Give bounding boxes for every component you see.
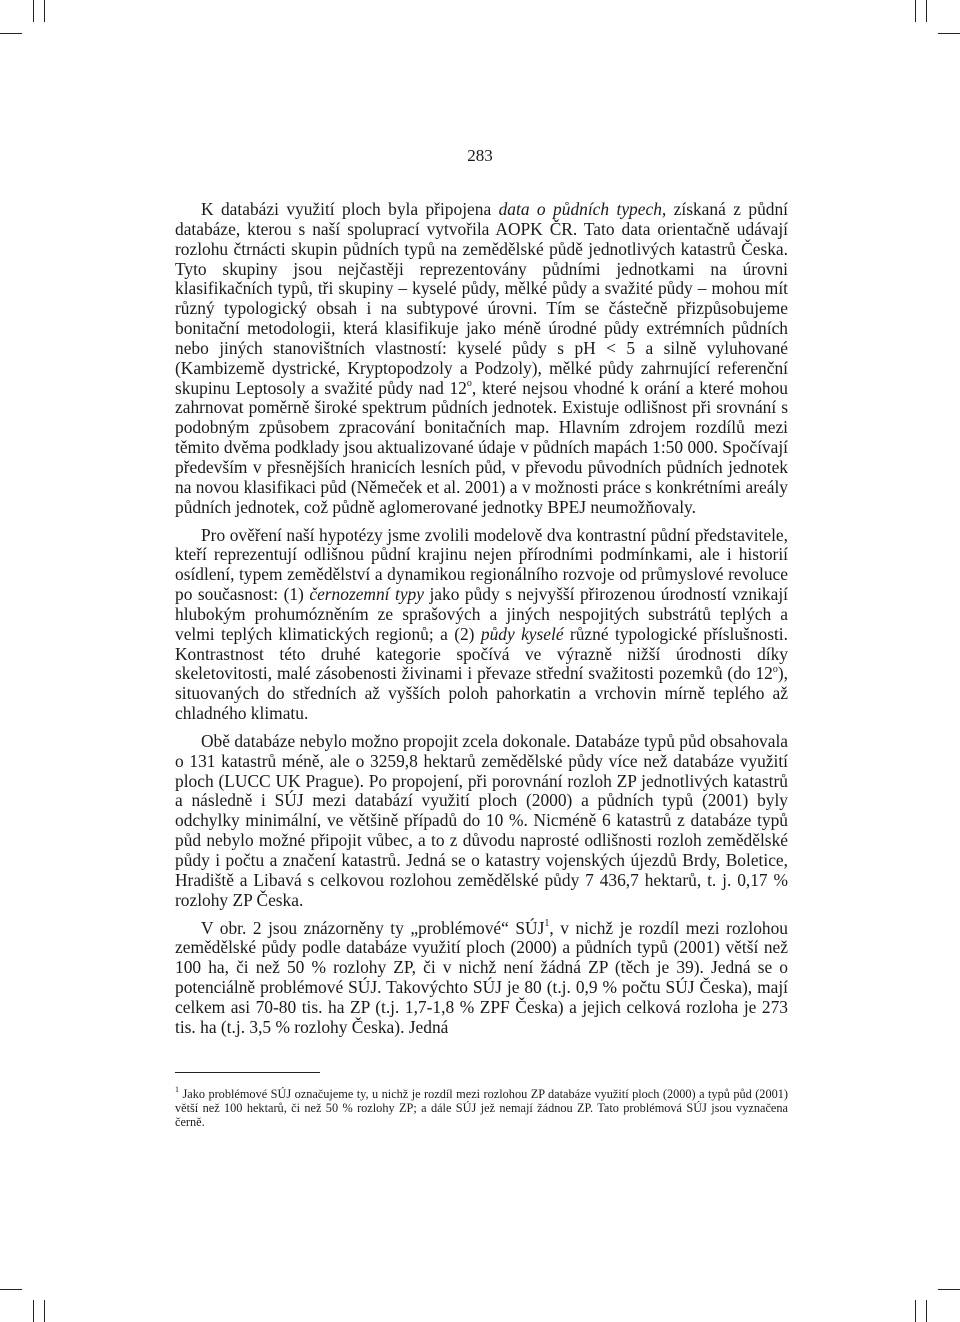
crop-mark-top-left-vertical	[44, 0, 45, 22]
italic-term: data o půdních typech,	[498, 199, 667, 219]
paragraph	[175, 919, 788, 1038]
text-run: Pro ověření naší hypotézy jsme zvolili modelově dva kontrastní půdní představitele, kteří reprezentují odlišnou půdní krajinu nejen přírodními podmínkami, ale i historií osídlení, typem zemědělství a dynamikou regionálního rozvoje od průmyslové revoluce po současnost: (1)	[175, 524, 788, 605]
crop-mark-bottom-right-vertical	[915, 1300, 916, 1322]
text-run: Obě databáze nebylo možno propojit zcela dokonale. Databáze typů půd obsahovala o 131 katastrů méně, ale o 3259,8 hektarů zemědělské půdy více než databáze využití ploch (LUCC UK Prague). Po propojení, při porovnání rozloh ZP jednotlivých katastrů a následně i SÚJ mezi databází využití ploch (2000) a půdních typů (2001) byly odchylky minimální, ve většině případů do 10 %. Nicméně 6 katastrů z databáze typů půd nebylo možné připojit vůbec, a to z důvodu naprosté odlišnosti rozloh zemědělské půdy i počtu a značení katastrů. Jedná se o katastry vojenských újezdů Brdy, Boletice, Hradiště a Libavá s celkovou rozlohou zemědělské půdy 7 436,7 hektarů, t. j. 0,17 % rozlohy ZP Česka.	[175, 730, 788, 910]
text-run: různé typologické příslušnosti. Kontrastnost této druhé kategorie spočívá ve výrazně nižší úrodnosti díky skeletovitosti, malé zásobenosti živinami i převaze střední svažitosti pozemků (do 12	[175, 623, 788, 684]
paragraph	[175, 526, 788, 724]
crop-mark-top-right-vertical	[915, 0, 916, 22]
superscript: o	[466, 377, 472, 389]
crop-mark-bottom-left-vertical-2	[33, 1300, 34, 1322]
crop-mark-bottom-left-horizontal	[0, 1289, 22, 1290]
text-run: V obr. 2 jsou znázorněny ty „problémové“ SÚJ	[201, 917, 545, 938]
text-run: získaná z půdní databáze, kterou s naší spoluprací vytvořila AOPK ČR. Tato data orientačně udávají rozlohu čtrnácti skupin půdních typů na zemědělské půdě jednotlivých katastrů Česka. Tyto skupiny jsou nejčastěji reprezentovány půdními jednotkami na úrovni klasifikačních typů, tři skupiny – kyselé půdy, mělké půdy a svažité půdy – mohou mít různý typologický obsah i na subtypové úrovni. Tím se částečně přizpůsobujeme bonitační metodologii, která klasifikuje jako méně úrodné půdy extrémních půdních nebo jiných stanovištních vlastností: kyselé půdy s pH < 5 a silně vyluhované (Kambizemě dystrické, Kryptopodzoly a Podzoly), mělké půdy zahrnující referenční skupinu Leptosoly a svažité půdy nad 12	[175, 199, 788, 398]
italic-term: černozemní typy	[309, 584, 424, 605]
crop-mark-top-left-vertical-2	[33, 0, 34, 22]
crop-mark-top-right-horizontal	[938, 33, 960, 34]
crop-mark-bottom-right-vertical-2	[926, 1300, 927, 1322]
paragraph	[175, 200, 788, 518]
crop-mark-top-right-vertical-2	[926, 0, 927, 22]
superscript: 1	[544, 917, 550, 929]
text-run: ), situovaných do středních až vyšších poloh pahorkatin a vrchovin mírně teplého až chladného klimatu.	[175, 663, 788, 724]
italic-term: půdy kyselé	[480, 623, 564, 644]
text-run: K databázi využití ploch byla připojena	[201, 199, 499, 219]
text-run: , v nichž je rozdíl mezi rozlohou zemědělské půdy podle databáze využití ploch (2000) a půdních typů (2001) větší než 100 ha, či než 50 % rozlohy ZP, či v nichž není žádná ZP (těch je 39). Jedná se o potenciálně problémové SÚJ. Takovýchto SÚJ je 80 (t.j. 0,9 % počtu SÚJ Česka), mají celkem asi 70-80 tis. ha ZP (t.j. 1,7-1,8 % ZPF Česka) a jejich celková rozloha je 273 tis. ha (t.j. 3,5 % rozlohy Česka). Jedná	[175, 917, 788, 1037]
footnote-divider	[175, 1072, 320, 1073]
footnote-text: Jako problémové SÚJ označujeme ty, u nichž je rozdíl mezi rozlohou ZP databáze využití ploch (2000) a typů půd (2001) větší než 100 hektarů, či než 50 % rozlohy ZP; a dále SÚJ jež nemají žádnou ZP. Tato problémová SÚJ jsou vyznačena černě.	[175, 1087, 788, 1130]
paragraph	[175, 732, 788, 911]
page-number: 283	[467, 146, 493, 165]
text-run: , které nejsou vhodné k orání a které mohou zahrnovat poměrně široké spektrum půdních jednotek. Existuje odlišnost při srovnání s podobným způsobem zpracování bonitačních map. Hlavním zdrojem rozdílů mezi těmito dvěma podklady jsou aktualizované údaje v půdních mapách 1:50 000. Spočívají především v přesnějších hranicích lesních půd, v převodu původních půdních jednotek na novou klasifikaci půd (Němeček et al. 2001) a v možnosti práce s konkrétními areály půdních jednotek, což půdně aglomerované jednotky BPEJ neumožňovaly.	[175, 377, 788, 517]
text-run: jako půdy s nejvyšší přirozenou úrodností vznikají hlubokým prohumózněním ze sprašových a jiných nespojitých substrátů teplých a velmi teplých klimatických regionů; a (2)	[175, 584, 788, 644]
crop-mark-bottom-left-vertical	[44, 1300, 45, 1322]
body-text	[175, 200, 788, 1046]
crop-mark-bottom-right-horizontal	[938, 1289, 960, 1290]
crop-mark-top-left-horizontal	[0, 33, 22, 34]
superscript: o	[772, 663, 778, 675]
footnote	[175, 1084, 788, 1130]
footnote-marker: 1	[175, 1084, 179, 1094]
